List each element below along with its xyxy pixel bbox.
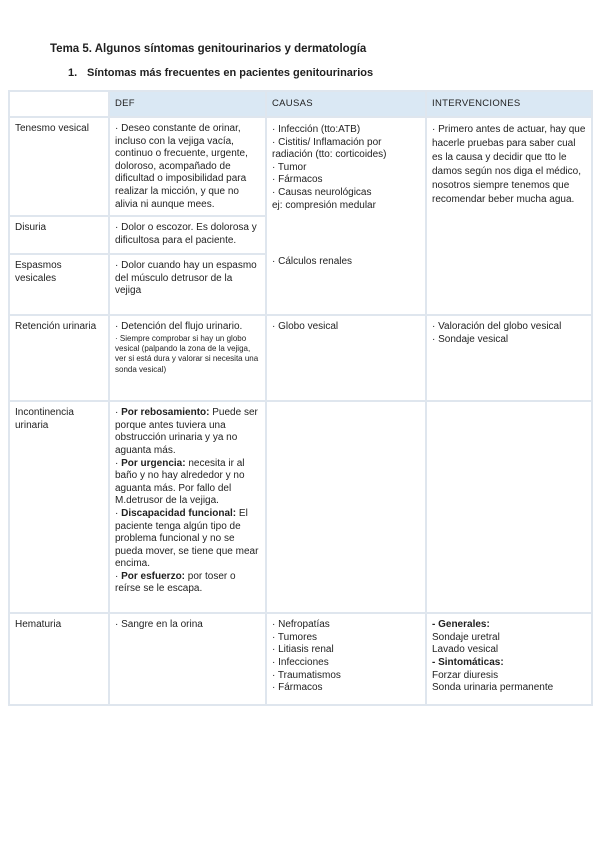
incontinencia-item: · Por urgencia: necesita ir al baño y no hay alrededor y no aguanta más. Por fallo del M.detrusor de la vejiga. <box>115 457 245 507</box>
intervenciones-shared: · Primero antes de actuar, hay que hacerle pruebas para saber cual es la causa y decidir que tto le damos según nos diga el médico, nosotros siempre tenemos que recomendar beber mucha agua. <box>426 117 592 315</box>
causa-item: · Tumores <box>272 631 318 643</box>
causas-incontinencia <box>266 401 426 613</box>
section-heading <box>68 67 373 79</box>
causa-item: · Fármacos <box>272 174 323 186</box>
incontinencia-term: Por urgencia: <box>121 457 186 469</box>
header-intervenciones: INTERVENCIONES <box>426 91 592 117</box>
causa-item: · Infección (tto:ATB) <box>272 124 361 135</box>
def-retencion-main: · Detención del flujo urinario. <box>115 321 243 333</box>
header-def: DEF <box>109 91 266 117</box>
generales-label: - Generales: <box>432 619 490 631</box>
def-retencion <box>109 315 266 401</box>
intervenciones-incontinencia <box>426 401 592 613</box>
section-number: 1. <box>68 67 78 79</box>
row-label-disuria: Disuria <box>9 216 109 254</box>
intervencion-item: · Valoración del globo vesical <box>432 321 562 333</box>
incontinencia-term: Por rebosamiento: <box>121 407 210 419</box>
causa-item: · Tumor <box>272 161 307 173</box>
document-title: Tema 5. Algunos síntomas genitourinarios y dermatología <box>50 43 367 55</box>
table-row-hematuria <box>9 613 592 705</box>
row-label-hematuria: Hematuria <box>9 613 109 705</box>
intervencion-item: Lavado vesical <box>432 644 499 656</box>
table-row-tenesmo <box>9 117 592 216</box>
causas-hematuria <box>266 613 426 705</box>
causa-item: · Traumatismos <box>272 669 341 681</box>
causa-espasmos: · Cálculos renales <box>272 256 353 268</box>
def-espasmos: · Dolor cuando hay un espasmo del músculo detrusor de la vejiga <box>109 254 266 315</box>
incontinencia-item: · Por rebosamiento: Puede ser porque antes tuviera una obstrucción urinaria y ya no aguanta más. <box>115 407 258 456</box>
intervencion-item: · Sondaje vesical <box>432 333 509 345</box>
symptoms-table <box>8 90 593 706</box>
incontinencia-item: · Discapacidad funcional: El paciente tenga algún tipo de problema funcional y no se pueda mover, se tiene que mear encima. <box>115 507 259 570</box>
table-row-retencion <box>9 315 592 401</box>
intervenciones-hematuria <box>426 613 592 705</box>
row-label-espasmos: Espasmos vesicales <box>9 254 109 315</box>
intervencion-item: Sondaje uretral <box>432 631 500 643</box>
causa-item: · Cistitis/ Inflamación por radiación (tto: corticoides) <box>272 136 387 161</box>
def-hematuria: · Sangre en la orina <box>109 613 266 705</box>
def-retencion-note: · Siempre comprobar si hay un globo vesical (palpando la zona de la vejiga, ver si está dura y valorar si necesita una sonda vesical) <box>115 333 259 374</box>
row-label-retencion: Retención urinaria <box>9 315 109 401</box>
header-causas: CAUSAS <box>266 91 426 117</box>
intervencion-item: Sonda urinaria permanente <box>432 682 554 694</box>
sintomaticas-label: - Sintomáticas: <box>432 656 504 668</box>
def-tenesmo: · Deseo constante de orinar, incluso con la vejiga vacía, continuo o frecuente, urgente, doloroso, acompañado de dificultad o imposibilidad para realizar la micción, y que no alivia ni aunque mees. <box>109 117 266 216</box>
table-header-row <box>9 91 592 117</box>
causa-item: · Nefropatías <box>272 619 330 631</box>
incontinencia-term: Por esfuerzo: <box>121 570 186 582</box>
intervenciones-retencion <box>426 315 592 401</box>
header-blank-cell <box>9 91 109 117</box>
table-row-incontinencia <box>9 401 592 613</box>
causas-retencion: · Globo vesical <box>266 315 426 401</box>
causa-item: · Fármacos <box>272 682 323 694</box>
incontinencia-term: Discapacidad funcional: <box>121 507 237 519</box>
causas-shared <box>266 117 426 315</box>
row-label-incontinencia: Incontinencia urinaria <box>9 401 109 613</box>
def-incontinencia <box>109 401 266 613</box>
causa-item: · Causas neurológicas <box>272 186 372 198</box>
causa-item: · Infecciones <box>272 656 329 668</box>
def-disuria: · Dolor o escozor. Es dolorosa y dificultosa para el paciente. <box>109 216 266 254</box>
causa-item: ej: compresión medular <box>272 199 376 211</box>
section-title: Síntomas más frecuentes en pacientes genitourinarios <box>87 67 374 79</box>
row-label-tenesmo: Tenesmo vesical <box>9 117 109 216</box>
intervencion-item: Forzar diuresis <box>432 669 499 681</box>
incontinencia-item: · Por esfuerzo: por toser o reírse se le escapa. <box>115 570 236 595</box>
causa-item: · Litiasis renal <box>272 644 334 656</box>
